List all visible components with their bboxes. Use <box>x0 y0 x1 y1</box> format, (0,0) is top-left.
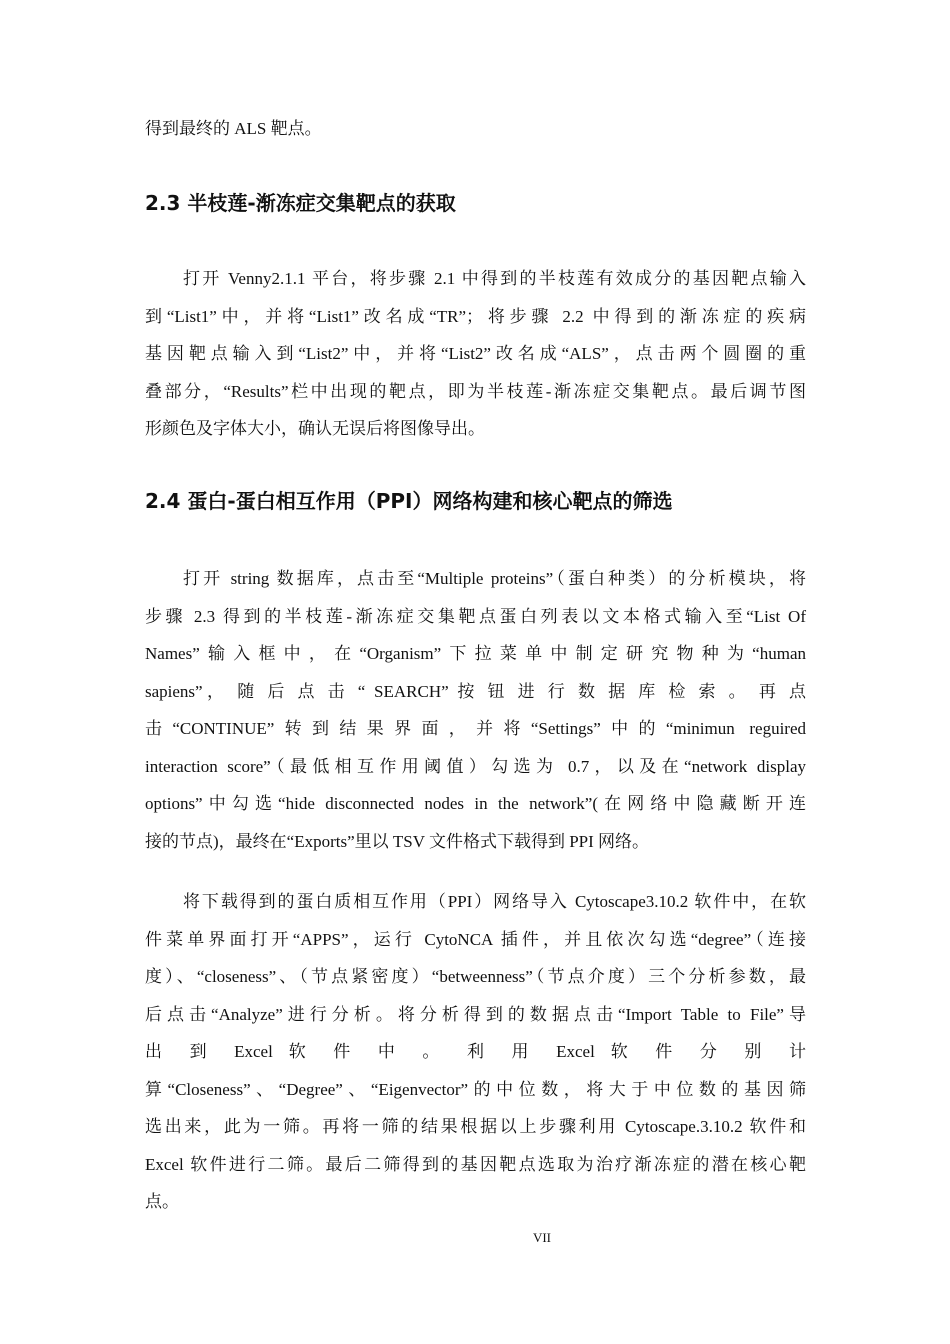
paragraph-line: 形颜色及字体大小，确认无误后将图像导出。 <box>145 419 485 438</box>
paragraph-line: 打开 string 数据库，点击至“Multiple proteins”（蛋白种类）的分析模块，将 <box>183 569 806 588</box>
paragraph-line: 算“Closeness”、“Degree”、“Eigenvector”的中位数，将大于中位数的基因筛 <box>145 1079 806 1099</box>
paragraph-line: 后点击“Analyze”进行分析。将分析得到的数据点击“Import Table to File”导 <box>145 1004 806 1024</box>
paragraph-line: 打开 Venny2.1.1 平台，将步骤 2.1 中得到的半枝莲有效成分的基因靶点输入 <box>183 269 806 288</box>
page-number: VII <box>532 1230 552 1245</box>
paragraph-line: Excel 软件进行二筛。最后二筛得到的基因靶点选取为治疗渐冻症的潜在核心靶 <box>145 1154 806 1174</box>
paragraph-line: 基因靶点输入到“List2”中，并将“List2”改名成“ALS”，点击两个圆圈的重 <box>145 344 806 363</box>
paragraph-line: 点。 <box>145 1192 179 1211</box>
paragraph-line: 击“CONTINUE”转到结果界面，并将“Settings”中的“minimun reguired <box>145 719 806 738</box>
section-heading-2-3: 2.3 半枝莲-渐冻症交集靶点的获取 <box>145 191 456 215</box>
section-heading-2-4: 2.4 蛋白-蛋白相互作用（PPI）网络构建和核心靶点的筛选 <box>145 489 673 513</box>
paragraph-line: 到“List1”中，并将“List1”改名成“TR”；将步骤 2.2 中得到的渐冻症的疾病 <box>145 306 806 326</box>
paragraph-line: sapiens”， 随 后 点 击 “ SEARCH” 按 钮 进 行 数 据 库 检 索 。 再 点 <box>145 681 806 701</box>
paragraph-line: 接的节点)，最终在“Exports”里以 TSV 文件格式下载得到 PPI 网络。 <box>145 831 650 851</box>
paragraph-line: 叠部分，“Results”栏中出现的靶点，即为半枝莲-渐冻症交集靶点。最后调节图 <box>145 381 806 401</box>
paragraph-line: 选出来，此为一筛。再将一筛的结果根据以上步骤利用 Cytoscape.3.10.2 软件和 <box>145 1117 806 1136</box>
intro-line: 得到最终的 ALS 靶点。 <box>145 119 322 138</box>
paragraph-line: options”中勾选“hide disconnected nodes in the network”(在网络中隐藏断开连 <box>145 794 806 813</box>
paragraph-line: 步骤 2.3 得到的半枝莲-渐冻症交集靶点蛋白列表以文本格式输入至“List Of <box>145 606 806 626</box>
paragraph-line: Names”输入框中，在“Organism”下拉菜单中制定研究物种为“human <box>145 644 806 663</box>
paragraph-line: 件菜单界面打开“APPS”，运行 CytoNCA 插件，并且依次勾选“degree”（连接 <box>145 929 806 949</box>
paragraph-line: interaction score”（最低相互作用阈值）勾选为 0.7，以及在“network display <box>145 756 806 776</box>
paragraph-line: 出 到 Excel 软 件 中 。 利 用 Excel 软 件 分 别 计 <box>145 1042 806 1061</box>
paragraph-line: 将下载得到的蛋白质相互作用（PPI）网络导入 Cytoscape3.10.2 软件中，在软 <box>183 892 806 911</box>
paragraph-line: 度）、“closeness”、（节点紧密度）“betweenness”（节点介度）三个分析参数，最 <box>145 967 806 986</box>
